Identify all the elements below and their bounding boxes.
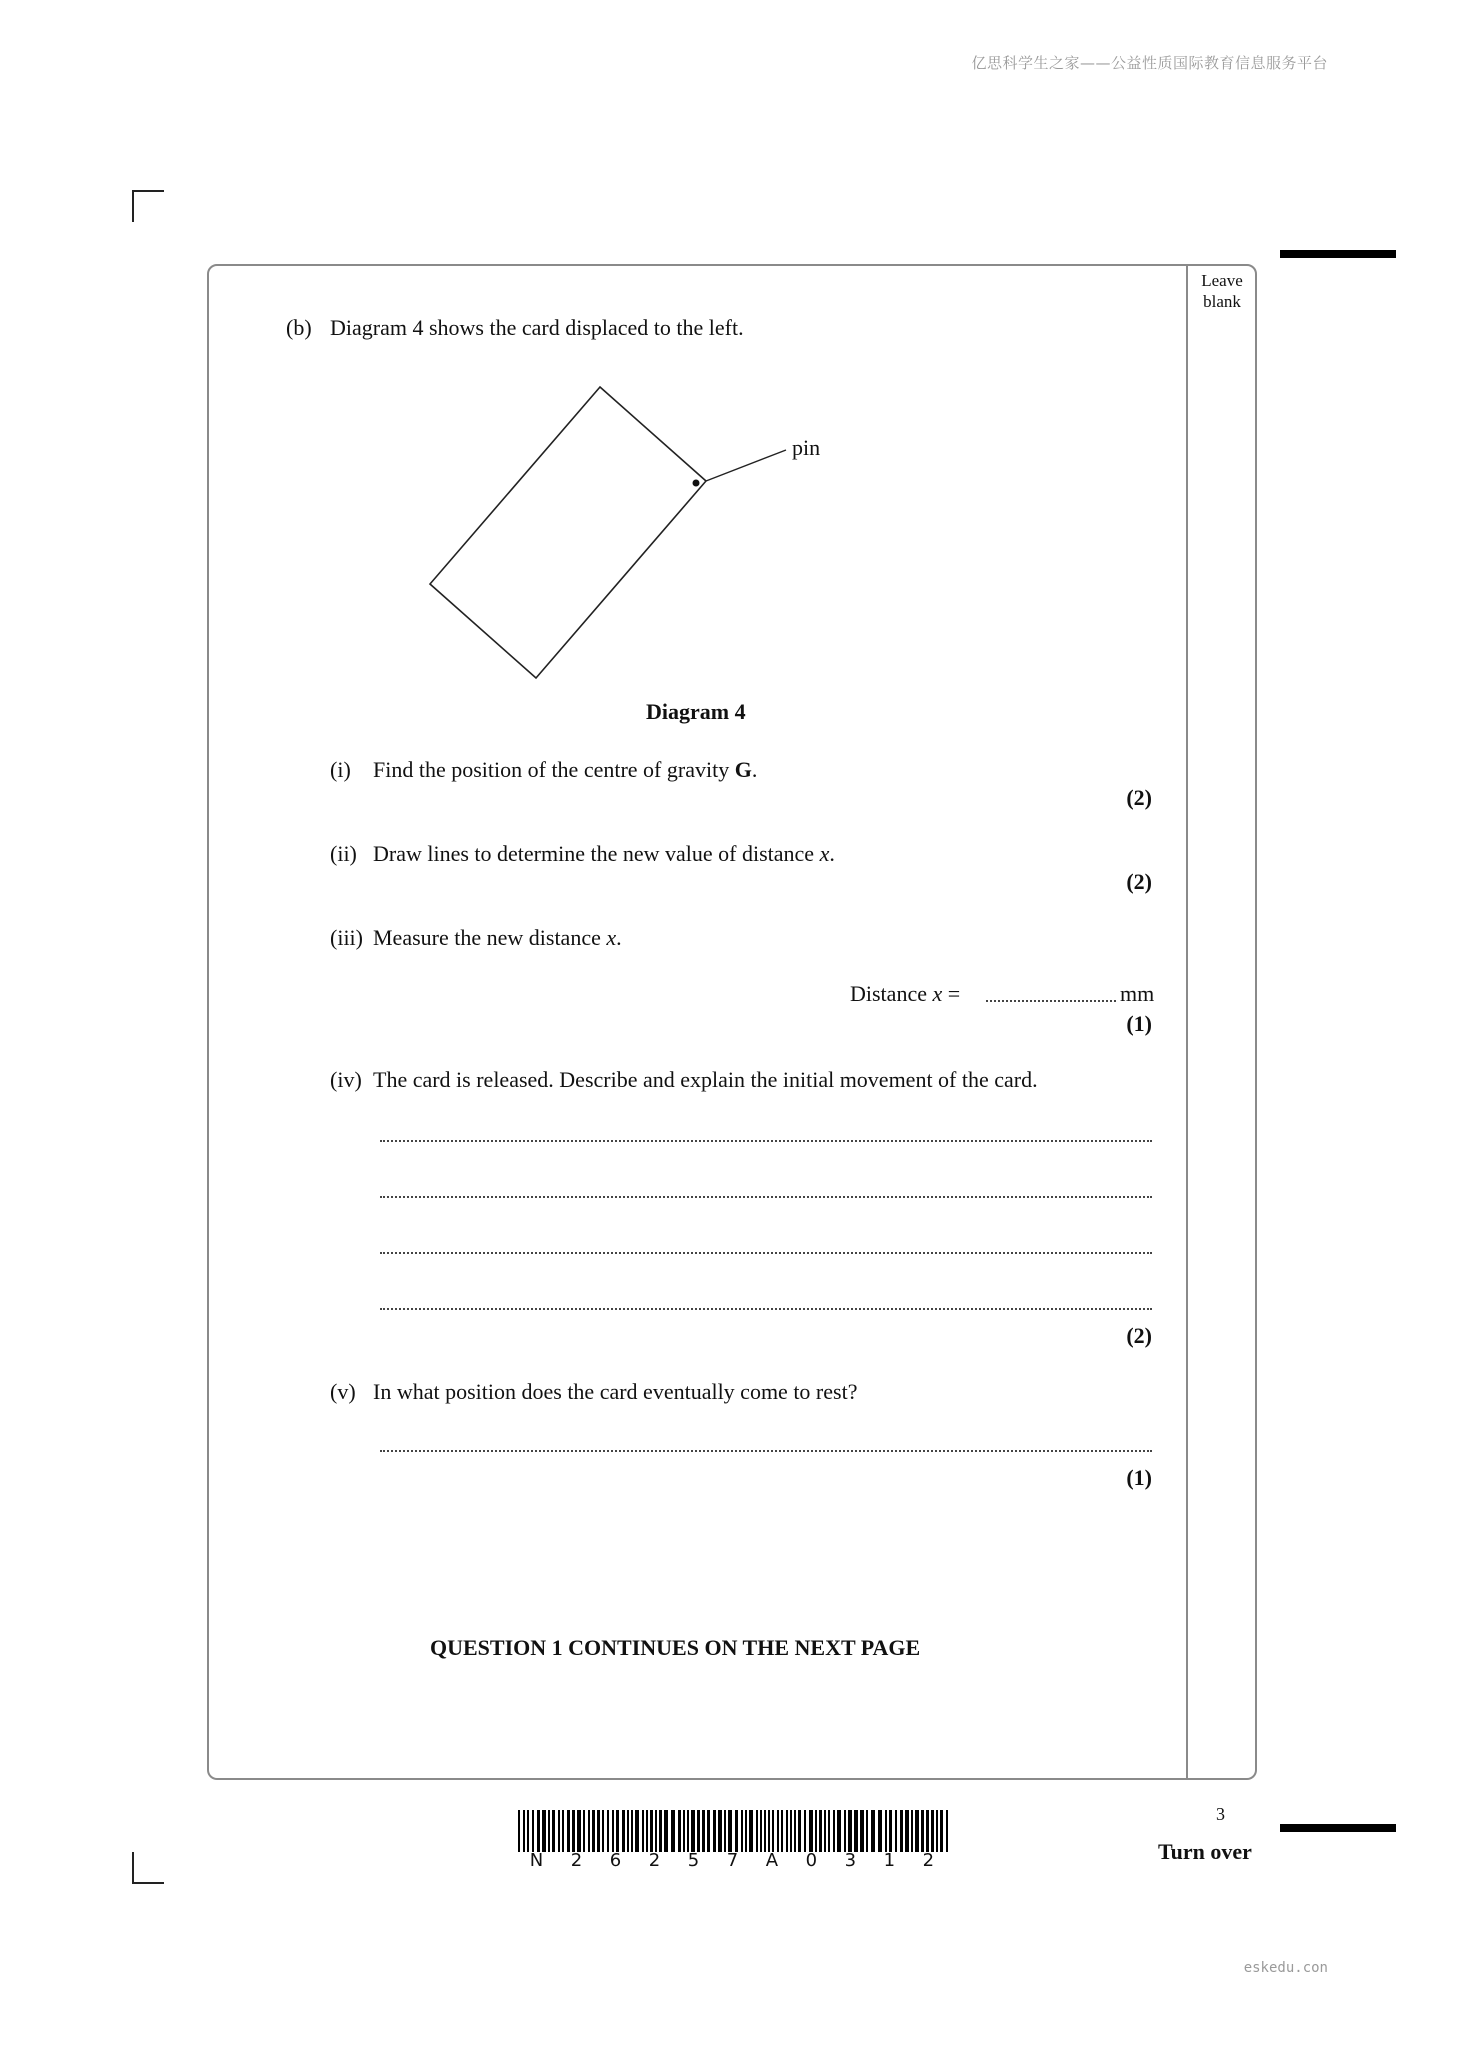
pin-dot xyxy=(693,480,700,487)
item-iv-answer-line-2[interactable] xyxy=(380,1196,1152,1198)
barcode-bar xyxy=(756,1810,758,1852)
barcode-digit: 5 xyxy=(687,1850,700,1871)
barcode-bar xyxy=(678,1810,681,1852)
barcode-bar xyxy=(946,1810,948,1852)
barcode-bar xyxy=(548,1810,550,1852)
barcode-bar xyxy=(597,1810,600,1852)
barcode-bar xyxy=(607,1810,609,1852)
barcode-digits xyxy=(516,1850,948,1871)
item-iii-marks: (1) xyxy=(1126,1011,1152,1036)
barcode-bar xyxy=(572,1810,575,1852)
barcode-bar xyxy=(627,1810,629,1852)
barcode-bar xyxy=(854,1810,858,1852)
barcode-bar xyxy=(537,1810,540,1852)
barcode-bar xyxy=(588,1810,590,1852)
barcode-bar xyxy=(837,1810,841,1852)
item-ii-marks: (2) xyxy=(1126,869,1152,894)
pin-leader-line xyxy=(706,450,786,481)
barcode-bar xyxy=(745,1810,747,1852)
barcode-bar xyxy=(741,1810,743,1852)
question-continues-note: QUESTION 1 CONTINUES ON THE NEXT PAGE xyxy=(430,1635,921,1660)
barcode-bar xyxy=(631,1810,633,1852)
item-v-question: In what position does the card eventually come to rest? xyxy=(373,1379,858,1404)
item-iv-answer-line-4[interactable] xyxy=(380,1308,1152,1310)
barcode-bar xyxy=(558,1810,560,1852)
item-v-answer-line[interactable] xyxy=(380,1450,1152,1452)
barcode-bar xyxy=(860,1810,864,1852)
item-ii-question: Draw lines to determine the new value of distance x. xyxy=(373,841,835,866)
barcode-digit: 1 xyxy=(883,1850,896,1871)
part-b-intro: Diagram 4 shows the card displaced to the left. xyxy=(330,315,744,340)
barcode-bar xyxy=(616,1810,619,1852)
barcode-bar xyxy=(642,1810,644,1852)
barcode-bar xyxy=(583,1810,585,1852)
item-iv-answer-line-1[interactable] xyxy=(380,1140,1152,1142)
barcode-bar xyxy=(786,1810,788,1852)
page-number: 3 xyxy=(1216,1804,1225,1824)
barcode-bar xyxy=(866,1810,868,1852)
pin-label: pin xyxy=(792,435,821,460)
barcode-bar xyxy=(518,1810,520,1852)
barcode-bar xyxy=(921,1810,924,1852)
barcode-bar xyxy=(777,1810,779,1852)
crop-mark-bottom-vertical xyxy=(132,1852,134,1884)
barcode-bar xyxy=(940,1810,943,1852)
barcode-bar xyxy=(809,1810,813,1852)
barcode-bar xyxy=(713,1810,716,1852)
distance-x-unit: mm xyxy=(1120,981,1155,1006)
item-iv-question: The card is released. Describe and explain the initial movement of the card. xyxy=(373,1067,1038,1092)
barcode-bar xyxy=(671,1810,675,1852)
barcode-bar xyxy=(794,1810,796,1852)
item-v-marks: (1) xyxy=(1126,1465,1152,1490)
barcode-bar xyxy=(848,1810,852,1852)
distance-x-answer-field[interactable] xyxy=(986,1000,1116,1002)
barcode-bar xyxy=(523,1810,525,1852)
barcode-bar xyxy=(542,1810,546,1852)
item-i-label: (i) xyxy=(330,757,351,782)
barcode xyxy=(516,1810,956,1852)
barcode-bar xyxy=(650,1810,653,1852)
barcode-bar xyxy=(527,1810,529,1852)
barcode-bar xyxy=(798,1810,801,1852)
barcode-bar xyxy=(815,1810,817,1852)
barcode-bar xyxy=(664,1810,668,1852)
item-iv-label: (iv) xyxy=(330,1067,362,1092)
barcode-bar xyxy=(915,1810,919,1852)
barcode-bar xyxy=(833,1810,835,1852)
barcode-bar xyxy=(735,1810,738,1852)
turn-over-label: Turn over xyxy=(1158,1839,1252,1864)
barcode-bar xyxy=(687,1810,689,1852)
item-iv-marks: (2) xyxy=(1126,1323,1152,1348)
barcode-bar xyxy=(878,1810,882,1852)
barcode-bar xyxy=(931,1810,934,1852)
barcode-bar xyxy=(819,1810,822,1852)
barcode-bar xyxy=(926,1810,929,1852)
crop-mark-top-vertical xyxy=(132,190,134,222)
barcode-bar xyxy=(702,1810,705,1852)
barcode-bar xyxy=(602,1810,604,1852)
barcode-bar xyxy=(844,1810,846,1852)
barcode-bar xyxy=(707,1810,710,1852)
barcode-bar xyxy=(532,1810,534,1852)
barcode-bar xyxy=(828,1810,830,1852)
barcode-digit: 2 xyxy=(648,1850,661,1871)
barcode-bar xyxy=(592,1810,595,1852)
barcode-bar xyxy=(562,1810,564,1852)
diagram-4-caption: Diagram 4 xyxy=(646,699,746,724)
barcode-bar xyxy=(900,1810,903,1852)
barcode-digit: A xyxy=(765,1850,779,1871)
card-outline xyxy=(430,387,706,678)
distance-x-label: Distance x = xyxy=(850,981,961,1006)
barcode-bar xyxy=(768,1810,770,1852)
barcode-digit: 2 xyxy=(922,1850,935,1871)
item-iv-answer-line-3[interactable] xyxy=(380,1252,1152,1254)
barcode-bar xyxy=(683,1810,685,1852)
barcode-bar xyxy=(889,1810,892,1852)
diagram-4 xyxy=(400,370,840,690)
barcode-bar xyxy=(760,1810,762,1852)
barcode-bar xyxy=(772,1810,774,1852)
item-iii-question: Measure the new distance x. xyxy=(373,925,622,950)
barcode-bar xyxy=(691,1810,695,1852)
barcode-bar xyxy=(612,1810,614,1852)
barcode-bar xyxy=(622,1810,625,1852)
margin-bar-bottom xyxy=(1280,1824,1396,1832)
barcode-bar xyxy=(781,1810,783,1852)
barcode-bar xyxy=(895,1810,897,1852)
item-i-marks: (2) xyxy=(1126,785,1152,810)
item-v-label: (v) xyxy=(330,1379,356,1404)
barcode-bar xyxy=(936,1810,938,1852)
barcode-digit: 0 xyxy=(805,1850,818,1871)
barcode-digit: 6 xyxy=(609,1850,622,1871)
barcode-digit: N xyxy=(529,1850,544,1871)
barcode-bar xyxy=(552,1810,555,1852)
item-ii-label: (ii) xyxy=(330,841,357,866)
item-iii-label: (iii) xyxy=(330,925,363,950)
barcode-bar xyxy=(567,1810,570,1852)
leave-blank-label: Leave blank xyxy=(1201,271,1243,311)
item-i-question: Find the position of the centre of gravity G. xyxy=(373,757,758,782)
leave-blank-divider xyxy=(1186,264,1188,1780)
barcode-digit: 7 xyxy=(726,1850,739,1871)
barcode-bar xyxy=(871,1810,875,1852)
barcode-bar xyxy=(655,1810,657,1852)
barcode-bar xyxy=(911,1810,913,1852)
header-watermark: 亿思科学生之家——公益性质国际教育信息服务平台 xyxy=(971,54,1328,72)
barcode-bar xyxy=(804,1810,806,1852)
barcode-bar xyxy=(728,1810,732,1852)
barcode-bar xyxy=(790,1810,792,1852)
barcode-digit: 3 xyxy=(844,1850,857,1871)
footer-site: eskedu.con xyxy=(1243,1960,1328,1976)
barcode-bar xyxy=(697,1810,700,1852)
crop-mark-top-horizontal xyxy=(132,190,164,192)
barcode-bar xyxy=(635,1810,639,1852)
barcode-bar xyxy=(646,1810,648,1852)
barcode-bar xyxy=(577,1810,581,1852)
barcode-bar xyxy=(764,1810,766,1852)
barcode-bar xyxy=(885,1810,887,1852)
part-b-label: (b) xyxy=(286,315,312,340)
barcode-bar xyxy=(724,1810,726,1852)
barcode-digit: 2 xyxy=(570,1850,583,1871)
margin-bar-top xyxy=(1280,250,1396,258)
barcode-bar xyxy=(905,1810,909,1852)
crop-mark-bottom-horizontal xyxy=(132,1882,164,1884)
barcode-bar xyxy=(749,1810,753,1852)
barcode-bar xyxy=(824,1810,826,1852)
barcode-bar xyxy=(718,1810,722,1852)
barcode-bar xyxy=(659,1810,662,1852)
